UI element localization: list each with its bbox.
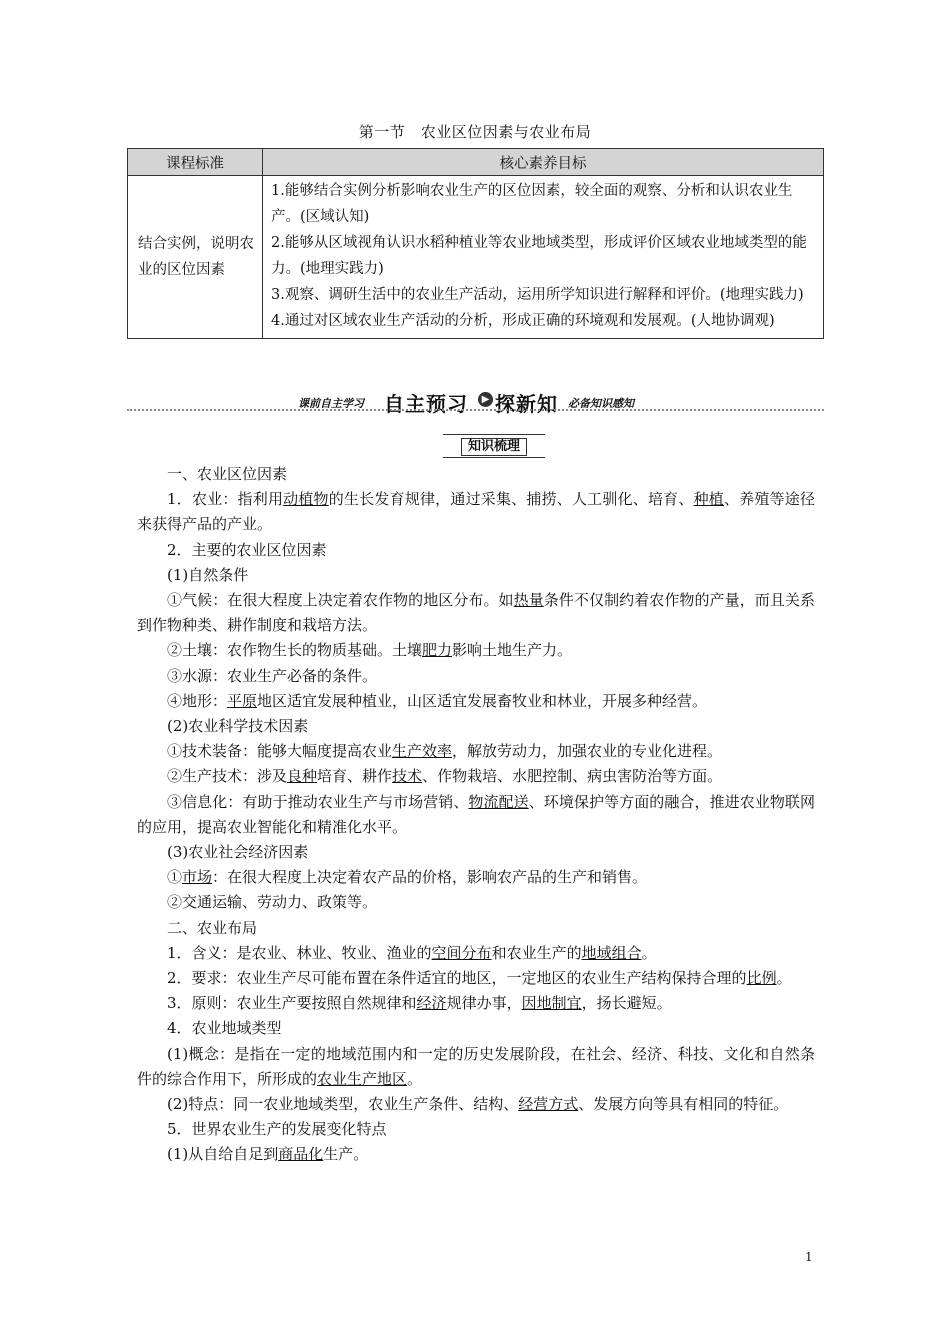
dotted-divider [127, 409, 824, 411]
paragraph: 3．原则：农业生产要按照自然规律和经济规律办事，因地制宜，扬长避短。 [167, 994, 672, 1013]
paragraph: ③水源：农业生产必备的条件。 [167, 666, 378, 685]
banner-main-text-1: 自主预习 [384, 392, 468, 416]
paragraph: (3)农业社会经济因素 [167, 843, 309, 862]
banner-left-text: 课前自主学习 [298, 397, 364, 410]
table-cell-goals [263, 176, 824, 339]
paragraph: ②生产技术：涉及良种培育、耕作技术、作物栽培、水肥控制、病虫害防治等方面。 [167, 767, 723, 786]
paragraph: (2)农业科学技术因素 [167, 717, 309, 736]
paragraph: ①技术装备：能够大幅度提高农业生产效率，解放劳动力，加强农业的专业化进程。 [167, 742, 723, 761]
goal-item: 3.观察、调研生活中的农业生产活动，运用所学知识进行解释和评价。(地理实践力) [271, 287, 804, 303]
table-cell-standard: 结合实例，说明农业的区位因素 [128, 176, 263, 339]
paragraph: 2．主要的农业区位因素 [167, 540, 327, 559]
paragraph: ①气候：在很大程度上决定着农作物的地区分布。如热量条件不仅制约着农作物的产量，而且关系到作物种类、耕作制度和栽培方法。 [137, 591, 815, 635]
paragraph: ③信息化：有助于推动农业生产与市场营销、物流配送、环境保护等方面的融合，推进农业物联网的应用，提高农业智能化和精准化水平。 [137, 792, 815, 836]
paragraph: ②土壤：农作物生长的物质基础。土壤肥力影响土地生产力。 [167, 641, 573, 660]
paragraph: ②交通运输、劳动力、政策等。 [167, 893, 378, 912]
table-header-goals: 核心素养目标 [263, 149, 824, 176]
paragraph: 2．要求：农业生产尽可能布置在条件适宜的地区，一定地区的农业生产结构保持合理的比例。 [167, 969, 792, 988]
banner-right-text: 必备知识感知 [568, 397, 634, 410]
goal-item: 1.能够结合实例分析影响农业生产的区位因素，较全面的观察、分析和认识农业生产。(区域认知) [271, 183, 793, 225]
goal-item: 2.能够从区域视角认识水稻种植业等农业地域类型，形成评价区域农业地域类型的能力。(地理实践力) [271, 235, 807, 277]
paragraph: 5．世界农业生产的发展变化特点 [167, 1120, 387, 1139]
banner-main-text-2: 探新知 [495, 392, 558, 416]
table-header-standard: 课程标准 [128, 149, 263, 176]
paragraph: 4．农业地域类型 [167, 1019, 282, 1038]
curriculum-table [127, 148, 824, 339]
goal-item: 4.通过对区域农业生产活动的分析，形成正确的环境观和发展观。(人地协调观) [271, 313, 775, 329]
heading: 一、农业区位因素 [167, 465, 288, 483]
paragraph: (1)自然条件 [167, 565, 249, 584]
paragraph: 1．含义：是农业、林业、牧业、渔业的空间分布和农业生产的地域组合。 [167, 943, 657, 962]
paragraph: (1)概念：是指在一定的地域范围内和一定的历史发展阶段，在社会、经济、科技、文化和自然条件的综合作用下，所形成的农业生产地区。 [137, 1044, 815, 1088]
arrow-circle-icon: ▶ [478, 392, 493, 407]
paragraph: 1．农业：指利用动植物的生长发育规律，通过采集、捕捞、人工驯化、培育、种植、养殖等途径来获得产品的产业。 [137, 490, 815, 534]
paragraph: ④地形：平原地区适宜发展种植业，山区适宜发展畜牧业和林业，开展多种经营。 [167, 691, 708, 710]
main-content [137, 462, 815, 1168]
heading: 二、农业布局 [167, 918, 258, 937]
paragraph: (2)特点：同一农业地域类型，农业生产条件、结构、经营方式、发展方向等具有相同的特征。 [167, 1095, 789, 1114]
paragraph: ①市场：在很大程度上决定着农产品的价格，影响农产品的生产和销售。 [167, 868, 648, 887]
page-title: 第一节 农业区位因素与农业布局 [358, 123, 592, 141]
paragraph: (1)从自给自足到商品化生产。 [167, 1145, 369, 1164]
page-number: 1 [805, 1250, 813, 1264]
section-tag [443, 434, 545, 458]
section-tag-label: 知识梳理 [461, 438, 527, 456]
